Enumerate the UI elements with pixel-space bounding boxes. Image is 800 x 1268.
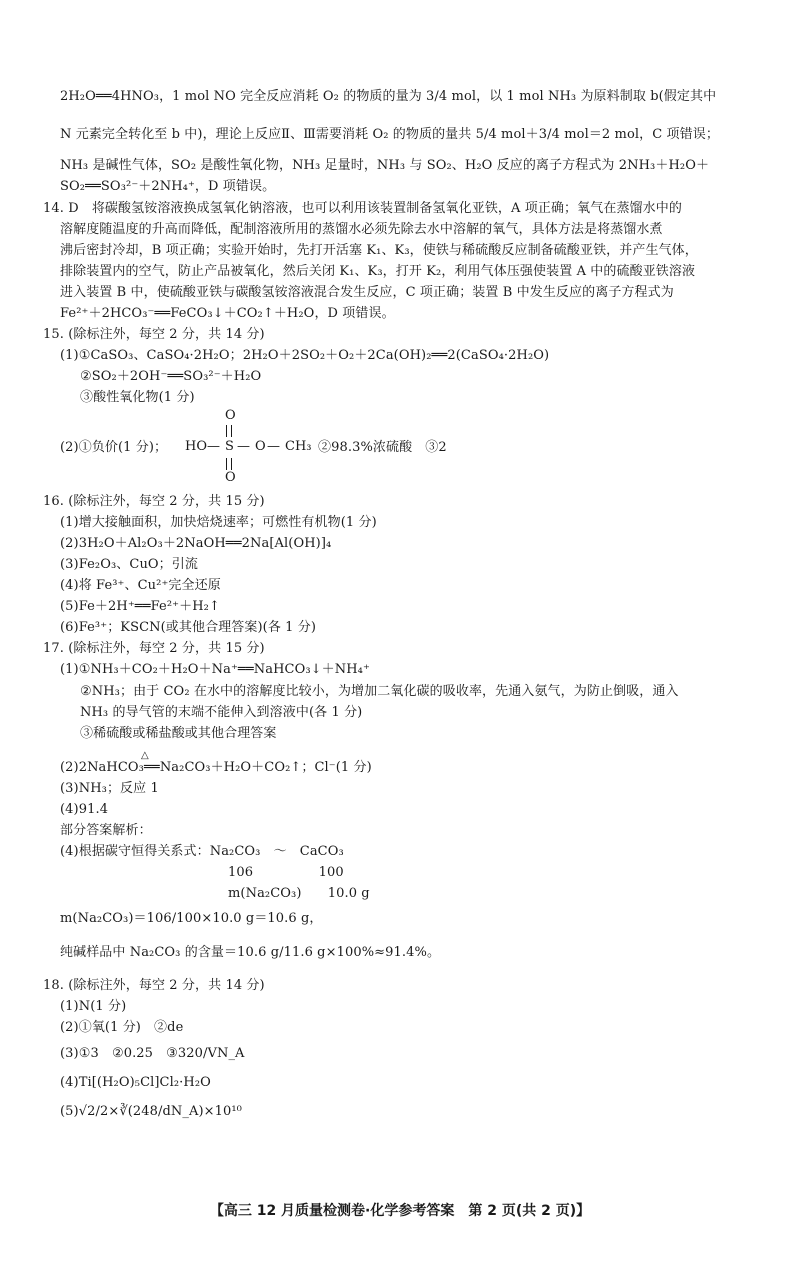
text-line: N 元素完全转化至 b 中)，理论上反应Ⅱ、Ⅲ需要消耗 O₂ 的物质的量共 5/4 mol＋3/4 mol＝2 mol，C 项错误； <box>60 127 719 142</box>
text-line: (6)Fe³⁺；KSCN(或其他合理答案)(各 1 分) <box>60 620 317 635</box>
double-bond-bottom <box>226 458 232 470</box>
double-bond-top <box>226 425 232 437</box>
heat-symbol: △ <box>141 750 149 761</box>
structure-o-top: O <box>225 408 236 423</box>
text-line: 进入装置 B 中，使硫酸亚铁与碳酸氢铵溶液混合发生反应，C 项正确；装置 B 中发生反应的离子方程式为 <box>60 285 674 300</box>
text-line: 2H₂O══4HNO₃，1 mol NO 完全反应消耗 O₂ 的物质的量为 3/4 mol，以 1 mol NH₃ 为原料制取 b(假定其中 <box>60 89 717 104</box>
text-line: 部分答案解析： <box>60 823 152 838</box>
answer-14: 14. D 将碳酸氢铵溶液换成氢氧化钠溶液，也可以利用该装置制备氢氧化亚铁，A 项正确；氧气在蒸馏水中的 <box>43 201 682 216</box>
text-line: 106 100 <box>228 865 344 880</box>
text-line: (4)根据碳守恒得关系式：Na₂CO₃ ～ CaCO₃ <box>60 844 344 859</box>
text-line: ②SO₂＋2OH⁻══SO₃²⁻＋H₂O <box>80 369 262 384</box>
text-line: NH₃ 是碱性气体，SO₂ 是酸性氧化物，NH₃ 足量时，NH₃ 与 SO₂、H₂O 反应的离子方程式为 2NH₃＋H₂O＋ <box>60 158 710 173</box>
text-line: (2)①氧(1 分) ②de <box>60 1020 184 1035</box>
text-line: (1)①CaSO₃、CaSO₄·2H₂O；2H₂O＋2SO₂＋O₂＋2Ca(OH)₂══2(CaSO₄·2H₂O) <box>60 348 550 363</box>
page-footer: 【高三 12 月质量检测卷·化学参考答案 第 2 页(共 2 页)】 <box>209 1203 591 1219</box>
text-line: m(Na₂CO₃)＝106/100×10.0 g＝10.6 g， <box>60 911 323 926</box>
text-line: SO₂══SO₃²⁻＋2NH₄⁺，D 项错误。 <box>60 179 276 194</box>
structure-ho: HO <box>185 439 207 454</box>
text-line: (1)N(1 分) <box>60 999 127 1014</box>
text-line: (2)2NaHCO₃══Na₂CO₃＋H₂O＋CO₂↑；Cl⁻(1 分) <box>60 760 372 775</box>
text-line: m(Na₂CO₃) 10.0 g <box>228 886 370 901</box>
text-line: Fe²⁺＋2HCO₃⁻══FeCO₃↓＋CO₂↑＋H₂O，D 项错误。 <box>60 306 395 321</box>
text-line: (3)Fe₂O₃、CuO；引流 <box>60 557 198 572</box>
text-line: (2)①负价(1 分)； <box>60 440 168 455</box>
text-line: (4)91.4 <box>60 802 109 817</box>
structure-o-bottom: O <box>225 470 236 485</box>
question-15-header: 15. (除标注外，每空 2 分，共 14 分) <box>43 327 265 342</box>
text-line: (5)√2/2×∛(248/dN_A)×10¹⁰ <box>60 1104 242 1119</box>
text-line: ②98.3%浓硫酸 ③2 <box>318 440 447 455</box>
text-line: (5)Fe＋2H⁺══Fe²⁺＋H₂↑ <box>60 599 220 614</box>
methyl-hydrogen-sulfate-structure: O HO — S — O — CH₃ O <box>185 408 312 485</box>
text-line: (3)①3 ②0.25 ③320/VN_A <box>60 1046 245 1061</box>
structure-ch3: CH₃ <box>285 439 312 454</box>
text-line: 沸后密封冷却，B 项正确；实验开始时，先打开活塞 K₁、K₃，使铁与稀硫酸反应制备硫酸亚铁，并产生气体， <box>60 243 698 258</box>
text-line: (1)增大接触面积，加快焙烧速率；可燃性有机物(1 分) <box>60 515 377 530</box>
structure-o-mid: O <box>255 439 266 454</box>
structure-s: S <box>225 439 234 454</box>
text-line: 纯碱样品中 Na₂CO₃ 的含量＝10.6 g/11.6 g×100%≈91.4%。 <box>60 945 441 960</box>
text-line: ③稀硫酸或稀盐酸或其他合理答案 <box>80 726 277 741</box>
text-line: 排除装置内的空气，防止产品被氧化，然后关闭 K₁、K₃，打开 K₂，利用气体压强使装置 A 中的硫酸亚铁溶液 <box>60 264 696 279</box>
text-line: ③酸性氧化物(1 分) <box>80 390 195 405</box>
question-17-header: 17. (除标注外，每空 2 分，共 15 分) <box>43 641 265 656</box>
text-line: (4)将 Fe³⁺、Cu²⁺完全还原 <box>60 578 221 593</box>
text-line: (4)Ti[(H₂O)₅Cl]Cl₂·H₂O <box>60 1075 211 1090</box>
text-line: (3)NH₃；反应 1 <box>60 781 159 796</box>
text-line: (1)①NH₃＋CO₂＋H₂O＋Na⁺══NaHCO₃↓＋NH₄⁺ <box>60 662 370 677</box>
question-16-header: 16. (除标注外，每空 2 分，共 15 分) <box>43 494 265 509</box>
text-line: ②NH₃；由于 CO₂ 在水中的溶解度比较小，为增加二氧化碳的吸收率，先通入氨气，为防止倒吸，通入 <box>80 684 679 699</box>
text-line: (2)3H₂O＋Al₂O₃＋2NaOH══2Na[Al(OH)]₄ <box>60 536 332 551</box>
text-line: 溶解度随温度的升高而降低，配制溶液所用的蒸馏水必须先除去水中溶解的氧气，具体方法是将蒸馏水煮 <box>60 222 663 237</box>
text-line: NH₃ 的导气管的末端不能伸入到溶液中(各 1 分) <box>80 705 363 720</box>
question-18-header: 18. (除标注外，每空 2 分，共 14 分) <box>43 978 265 993</box>
